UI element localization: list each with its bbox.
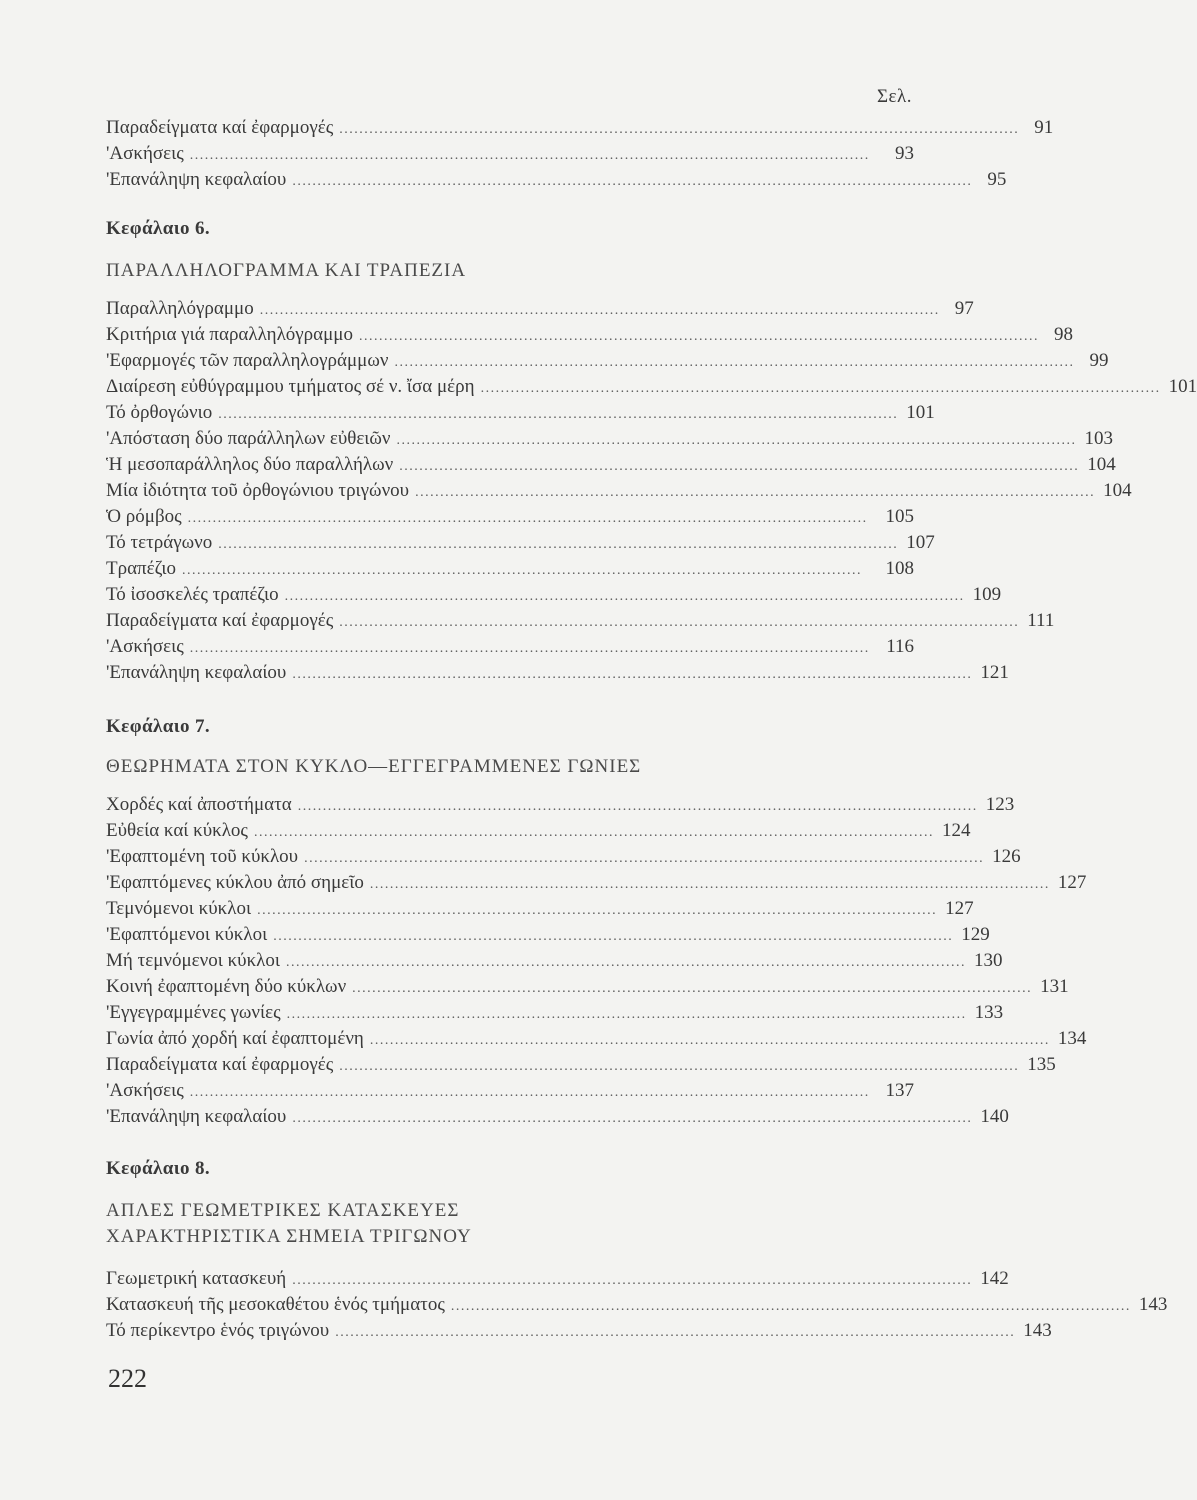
toc-entry xyxy=(106,870,1087,896)
leader-dots: ........................................................................................................................................ xyxy=(415,485,1096,500)
toc-entry xyxy=(106,922,990,948)
leader-dots: ........................................................................................................................................ xyxy=(259,303,940,318)
toc-entry-title: Κατασκευή τῆς μεσοκαθέτου ἑνός τμήματος xyxy=(106,1294,445,1315)
toc-entry xyxy=(106,167,1007,193)
toc-entry-title: Παραδείγματα καί ἐφαρμογές xyxy=(106,1054,334,1075)
toc-entry-page: 131 xyxy=(1040,976,1069,997)
toc-entry-title: Χορδές καί ἀποστήματα xyxy=(106,794,292,815)
toc-entry xyxy=(106,792,1015,818)
toc-entry-page: 121 xyxy=(980,662,1009,683)
toc-entry-page: 93 xyxy=(895,143,914,164)
toc-entry-title: Μία ἰδιότητα τοῦ ὀρθογώνιου τριγώνου xyxy=(106,480,410,501)
toc-entry-page: 111 xyxy=(1027,610,1055,631)
leader-dots: ........................................................................................................................................ xyxy=(480,381,1161,396)
toc-entry xyxy=(106,141,914,167)
toc-entry xyxy=(106,660,1009,686)
toc-entry-title: 'Ασκήσεις xyxy=(106,636,184,657)
leader-dots: ........................................................................................................................................ xyxy=(218,537,899,552)
toc-entry-page: 142 xyxy=(980,1268,1009,1289)
toc-entry-title: Γωνία ἀπό χορδή καί ἐφαπτομένη xyxy=(106,1028,364,1049)
leader-dots: ........................................................................................................................................ xyxy=(304,851,985,866)
leader-dots: ........................................................................................................................................ xyxy=(253,825,934,840)
toc-entry xyxy=(106,556,914,582)
leader-dots: ........................................................................................................................................ xyxy=(273,929,954,944)
toc-entry-page: 116 xyxy=(886,636,914,657)
toc-entry xyxy=(106,530,935,556)
toc-entry xyxy=(106,426,1114,452)
toc-entry-title: Παραλληλόγραμμο xyxy=(106,298,254,319)
toc-entry-page: 140 xyxy=(980,1106,1009,1127)
leader-dots: ........................................................................................................................................ xyxy=(292,1273,973,1288)
toc-entry-page: 143 xyxy=(1023,1320,1052,1341)
toc-entry-title: 'Επανάληψη κεφαλαίου xyxy=(106,1106,287,1127)
leader-dots: ........................................................................................................................................ xyxy=(394,355,1075,370)
toc-entry-page: 135 xyxy=(1027,1054,1056,1075)
leader-dots: ........................................................................................................................................ xyxy=(218,407,899,422)
toc-entry xyxy=(106,818,971,844)
toc-entry xyxy=(106,452,1116,478)
toc-entry-title: 'Επανάληψη κεφαλαίου xyxy=(106,662,287,683)
toc-entry-page: 127 xyxy=(1057,872,1087,893)
toc-entry-title: 'Ασκήσεις xyxy=(106,143,184,164)
toc-entry-page: 137 xyxy=(885,1080,914,1101)
toc-entry xyxy=(106,582,1002,608)
leader-dots: ........................................................................................................................................ xyxy=(352,981,1033,996)
leader-dots: ........................................................................................................................................ xyxy=(181,563,862,578)
leader-dots: ........................................................................................................................................ xyxy=(187,511,868,526)
toc-entry-page: 107 xyxy=(906,532,935,553)
toc-entry-page: 134 xyxy=(1057,1028,1087,1049)
toc-entry-page: 108 xyxy=(885,558,914,579)
toc-entry xyxy=(106,296,974,322)
leader-dots: ........................................................................................................................................ xyxy=(292,1111,973,1126)
toc-entry xyxy=(106,1026,1087,1052)
chapter-6-label: Κεφάλαιο 6. xyxy=(106,218,211,239)
toc-entry xyxy=(106,1318,1052,1344)
toc-entry xyxy=(106,948,1003,974)
leader-dots: ........................................................................................................................................ xyxy=(189,1085,870,1100)
toc-entry-title: Τό τετράγωνο xyxy=(106,532,213,553)
leader-dots: ........................................................................................................................................ xyxy=(369,877,1050,892)
chapter-7-title: ΘΕΩΡΗΜΑΤΑ ΣΤΟΝ ΚΥΚΛΟ—ΕΓΓΕΓΡΑΜΜΕΝΕΣ ΓΩΝΙΕΣ xyxy=(106,756,642,777)
leader-dots: ........................................................................................................................................ xyxy=(399,459,1080,474)
toc-entry xyxy=(106,115,1054,141)
leader-dots: ........................................................................................................................................ xyxy=(450,1299,1131,1314)
toc-entry xyxy=(106,400,935,426)
toc-entry xyxy=(106,1104,1009,1130)
toc-entry-title: Κριτήρια γιά παραλληλόγραμμο xyxy=(106,324,353,345)
toc-entry-title: 'Εγγεγραμμένες γωνίες xyxy=(106,1002,281,1023)
toc-entry-page: 105 xyxy=(885,506,914,527)
toc-entry-title: Μή τεμνόμενοι κύκλοι xyxy=(106,950,280,971)
leader-dots: ........................................................................................................................................ xyxy=(189,641,870,656)
toc-entry-page: 98 xyxy=(1054,324,1073,345)
toc-entry xyxy=(106,374,1197,400)
toc-entry-title: 'Ασκήσεις xyxy=(106,1080,184,1101)
leader-dots: ........................................................................................................................................ xyxy=(292,667,973,682)
toc-entry-page: 101 xyxy=(1168,376,1197,397)
toc-entry-title: Τραπέζιο xyxy=(106,558,176,579)
toc-entry-page: 143 xyxy=(1138,1294,1168,1315)
toc-entry-page: 129 xyxy=(961,924,990,945)
toc-entry-page: 95 xyxy=(987,169,1007,190)
leader-dots: ........................................................................................................................................ xyxy=(359,329,1039,344)
toc-entry-page: 101 xyxy=(906,402,935,423)
page-column-header: Σελ. xyxy=(877,86,912,107)
toc-entry-title: Διαίρεση εὐθύγραμμου τμήματος σέ ν. ἴσα μέρη xyxy=(106,376,475,397)
page-number: 222 xyxy=(108,1364,147,1393)
toc-entry-title: 'Εφαπτομένη τοῦ κύκλου xyxy=(106,846,299,867)
leader-dots: ........................................................................................................................................ xyxy=(335,1325,1016,1340)
leader-dots: ........................................................................................................................................ xyxy=(257,903,938,918)
toc-entry-title: 'Επανάληψη κεφαλαίου xyxy=(106,169,287,190)
toc-entry-page: 91 xyxy=(1034,117,1054,138)
toc-entry xyxy=(106,322,1073,348)
toc-entry xyxy=(106,1000,1004,1026)
toc-entry xyxy=(106,634,914,660)
leader-dots: ........................................................................................................................................ xyxy=(297,799,978,814)
toc-entry-page: 133 xyxy=(974,1002,1004,1023)
toc-entry-title: Παραδείγματα καί ἐφαρμογές xyxy=(106,117,334,138)
leader-dots: ........................................................................................................................................ xyxy=(284,589,965,604)
toc-entry-title: Ἡ μεσοπαράλληλος δύο παραλλήλων xyxy=(106,454,394,475)
toc-entry-title: Τεμνόμενοι κύκλοι xyxy=(106,898,252,919)
chapter-6-title: ΠΑΡΑΛΛΗΛΟΓΡΑΜΜΑ ΚΑΙ ΤΡΑΠΕΖΙΑ xyxy=(106,260,467,281)
toc-entry-page: 97 xyxy=(954,298,974,319)
toc-entry-title: Τό περίκεντρο ἑνός τριγώνου xyxy=(106,1320,330,1341)
toc-entry xyxy=(106,1052,1056,1078)
toc-entry xyxy=(106,844,1021,870)
toc-entry-page: 103 xyxy=(1084,428,1114,449)
toc-entry-title: 'Εφαπτόμενες κύκλου ἀπό σημεῖο xyxy=(106,872,364,893)
toc-entry-page: 109 xyxy=(972,584,1002,605)
toc-entry-title: Κοινή ἐφαπτομένη δύο κύκλων xyxy=(106,976,347,997)
toc-entry-page: 99 xyxy=(1089,350,1109,371)
toc-entry xyxy=(106,1078,914,1104)
toc-entry-title: Εὐθεία καί κύκλος xyxy=(106,820,248,841)
chapter-8-label: Κεφάλαιο 8. xyxy=(106,1158,211,1179)
toc-entry xyxy=(106,504,914,530)
chapter-8-title-line-1: ΑΠΛΕΣ ΓΕΩΜΕΤΡΙΚΕΣ ΚΑΤΑΣΚΕΥΕΣ xyxy=(106,1200,460,1221)
toc-entry xyxy=(106,1266,1009,1292)
toc-entry-page: 104 xyxy=(1103,480,1132,501)
toc-entry xyxy=(106,478,1132,504)
toc-entry-title: Παραδείγματα καί ἐφαρμογές xyxy=(106,610,334,631)
toc-entry xyxy=(106,608,1055,634)
chapter-8-title-line-2: ΧΑΡΑΚΤΗΡΙΣΤΙΚΑ ΣΗΜΕΙΑ ΤΡΙΓΩΝΟΥ xyxy=(106,1226,472,1247)
leader-dots: ........................................................................................................................................ xyxy=(286,1007,967,1022)
leader-dots: ........................................................................................................................................ xyxy=(369,1033,1050,1048)
leader-dots: ........................................................................................................................................ xyxy=(339,1059,1020,1074)
toc-entry-title: 'Εφαπτόμενοι κύκλοι xyxy=(106,924,268,945)
toc-entry-page: 124 xyxy=(941,820,971,841)
toc-entry-page: 126 xyxy=(992,846,1021,867)
toc-entry xyxy=(106,896,974,922)
toc-entry-page: 127 xyxy=(945,898,974,919)
toc-entry-page: 123 xyxy=(985,794,1015,815)
toc-entry xyxy=(106,974,1069,1000)
chapter-7-label: Κεφάλαιο 7. xyxy=(106,716,211,737)
leader-dots: ........................................................................................................................................ xyxy=(189,148,870,163)
toc-entry-title: Τό ὀρθογώνιο xyxy=(106,402,213,423)
toc-entry xyxy=(106,348,1109,374)
toc-entry-title: Γεωμετρική κατασκευή xyxy=(106,1268,287,1289)
toc-entry-title: Ὁ ρόμβος xyxy=(106,506,182,527)
toc-entry xyxy=(106,1292,1168,1318)
leader-dots: ........................................................................................................................................ xyxy=(285,955,966,970)
leader-dots: ........................................................................................................................................ xyxy=(396,433,1077,448)
leader-dots: ........................................................................................................................................ xyxy=(292,174,973,189)
toc-entry-title: 'Εφαρμογές τῶν παραλληλογράμμων xyxy=(106,350,389,371)
toc-entry-page: 130 xyxy=(973,950,1003,971)
toc-entry-title: 'Απόσταση δύο παράλληλων εὐθειῶν xyxy=(106,428,391,449)
toc-entry-title: Τό ἰσοσκελές τραπέζιο xyxy=(106,584,279,605)
toc-entry-page: 104 xyxy=(1087,454,1116,475)
leader-dots: ........................................................................................................................................ xyxy=(339,615,1020,630)
leader-dots: ........................................................................................................................................ xyxy=(339,122,1020,137)
